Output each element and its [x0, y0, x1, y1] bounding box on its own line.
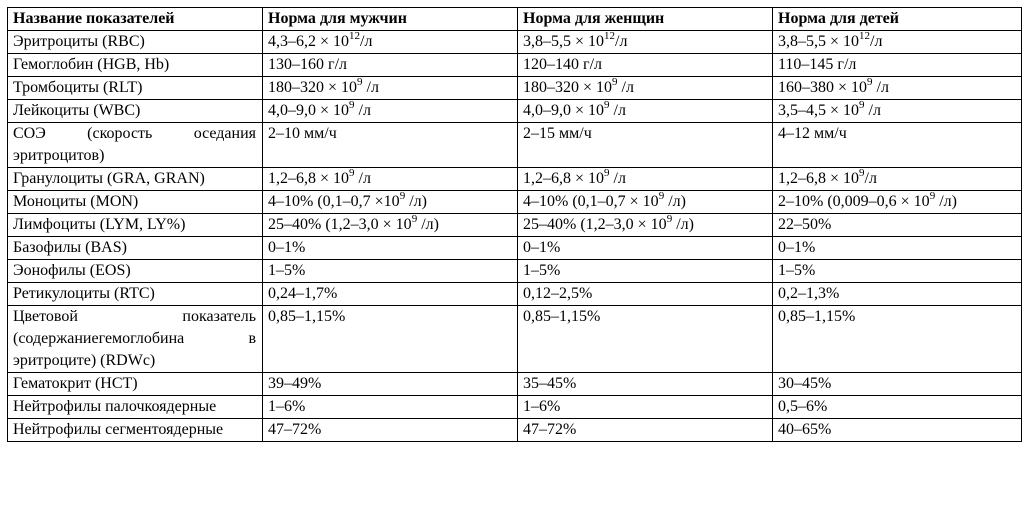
header-norm-men: Норма для мужчин: [263, 8, 518, 31]
table-row: [8, 100, 1022, 123]
norm-women: 1–5%: [518, 260, 773, 283]
norm-men: 0–1%: [263, 237, 518, 260]
norm-women: 2–15 мм/ч: [518, 123, 773, 168]
table-row: [8, 283, 1022, 306]
header-indicator-name: Название показателей: [8, 8, 263, 31]
norm-women: 25–40% ($1,2-3,0 \times 10^9$ /л): [518, 214, 773, 237]
indicator-name: СОЭ (скорость оседания эритроцитов): [8, 123, 263, 168]
norm-men: $4,3-6,2 \times 10^{12}/л$: [263, 31, 518, 54]
table-row: [8, 214, 1022, 237]
norm-children: 30–45%: [773, 373, 1022, 396]
table-row: [8, 396, 1022, 419]
norm-women: 4–10% ($0,1-0,7 \times 10^9$ /л): [518, 191, 773, 214]
norm-children: 2–10% ($0,009-0,6 \times 10^9$ /л): [773, 191, 1022, 214]
norm-women: $180-320 \times 10^9$ /л: [518, 77, 773, 100]
norm-men: 2–10 мм/ч: [263, 123, 518, 168]
norm-men: 1–6%: [263, 396, 518, 419]
norm-children: 0,2–1,3%: [773, 283, 1022, 306]
indicator-name: Моноциты (MON): [8, 191, 263, 214]
table-row: [8, 419, 1022, 442]
indicator-name: Нейтрофилы палочкоядерные: [8, 396, 263, 419]
norm-children: $160-380 \times 10^9$ /л: [773, 77, 1022, 100]
norm-children: 0,5–6%: [773, 396, 1022, 419]
norm-women: $3,8-5,5 \times 10^{12}/л$: [518, 31, 773, 54]
norm-women: 0–1%: [518, 237, 773, 260]
indicator-name: Эритроциты (RBC): [8, 31, 263, 54]
norm-women: $4,0-9,0 \times 10^9$ /л: [518, 100, 773, 123]
indicator-name: Тромбоциты (RLT): [8, 77, 263, 100]
table-row: [8, 373, 1022, 396]
indicator-name: Гемоглобин (HGB, Hb): [8, 54, 263, 77]
table-row: [8, 54, 1022, 77]
indicator-name: Базофилы (BAS): [8, 237, 263, 260]
table-row: [8, 77, 1022, 100]
indicator-name: Гематокрит (HCT): [8, 373, 263, 396]
norm-women: 0,85–1,15%: [518, 306, 773, 373]
table-row: [8, 260, 1022, 283]
norm-women: 120–140 г/л: [518, 54, 773, 77]
norm-men: $1,2-6,8 \times 10^9$ /л: [263, 168, 518, 191]
norm-men: $4,0-9,0 \times 10^9$ /л: [263, 100, 518, 123]
norm-children: 0,85–1,15%: [773, 306, 1022, 373]
table-row: [8, 123, 1022, 168]
norm-children: 110–145 г/л: [773, 54, 1022, 77]
table-row: [8, 237, 1022, 260]
norm-men: 1–5%: [263, 260, 518, 283]
indicator-name: Цветовой показатель (содержаниегемоглобина в эритроците) (RDWc): [8, 306, 263, 373]
header-norm-women: Норма для женщин: [518, 8, 773, 31]
norm-men: 47–72%: [263, 419, 518, 442]
norm-men: $180-320 \times 10^9$ /л: [263, 77, 518, 100]
indicator-name: Гранулоциты (GRA, GRAN): [8, 168, 263, 191]
norm-men: 4–10% ($0,1-0,7 \times 10^9$ /л): [263, 191, 518, 214]
norm-children: $1,2-6,8 \times 10^9/л$: [773, 168, 1022, 191]
norm-children: 0–1%: [773, 237, 1022, 260]
norm-men: 130–160 г/л: [263, 54, 518, 77]
indicator-name: Эонофилы (EOS): [8, 260, 263, 283]
norm-children: $3,5-4,5 \times 10^9$ /л: [773, 100, 1022, 123]
table-row: [8, 168, 1022, 191]
norm-men: 25–40% ($1,2-3,0 \times 10^9$ /л): [263, 214, 518, 237]
norm-women: 0,12–2,5%: [518, 283, 773, 306]
norm-women: $1,2-6,8 \times 10^9$ /л: [518, 168, 773, 191]
norm-men: 39–49%: [263, 373, 518, 396]
norm-children: 4–12 мм/ч: [773, 123, 1022, 168]
header-norm-children: Норма для детей: [773, 8, 1022, 31]
indicator-name: Нейтрофилы сегментоядерные: [8, 419, 263, 442]
table-body: [8, 31, 1022, 442]
norm-women: 35–45%: [518, 373, 773, 396]
norm-children: 22–50%: [773, 214, 1022, 237]
table-header: [8, 8, 1022, 31]
header-row: [8, 8, 1022, 31]
norm-children: 40–65%: [773, 419, 1022, 442]
table-row: [8, 191, 1022, 214]
norm-children: $3,8-5,5 \times 10^{12}/л$: [773, 31, 1022, 54]
indicator-name: Ретикулоциты (RTC): [8, 283, 263, 306]
norm-women: 47–72%: [518, 419, 773, 442]
norm-men: 0,24–1,7%: [263, 283, 518, 306]
indicator-name: Лейкоциты (WBC): [8, 100, 263, 123]
indicator-name: Лимфоциты (LYM, LY%): [8, 214, 263, 237]
norm-men: 0,85–1,15%: [263, 306, 518, 373]
table-row: [8, 31, 1022, 54]
table-row: [8, 306, 1022, 373]
norm-women: 1–6%: [518, 396, 773, 419]
blood-norms-table: [7, 7, 1022, 442]
norm-children: 1–5%: [773, 260, 1022, 283]
